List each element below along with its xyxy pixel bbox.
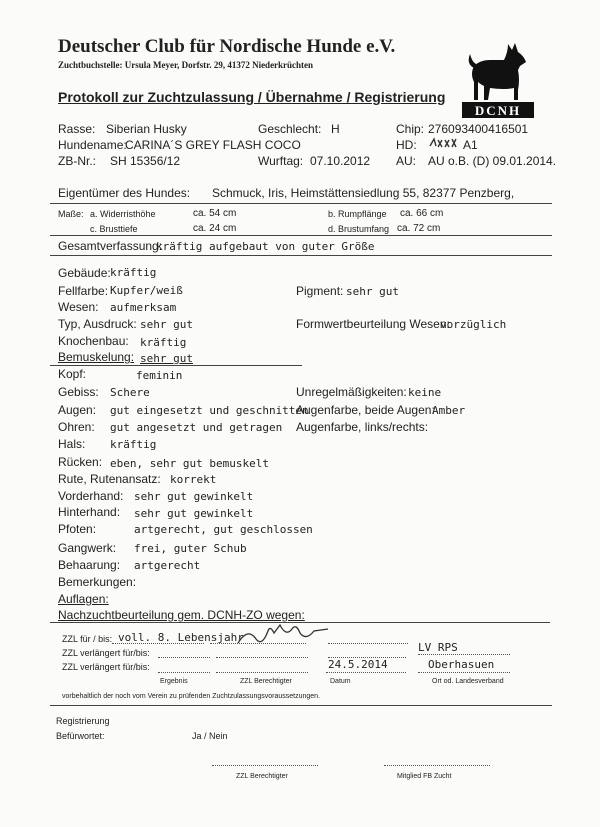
formwert-label: Formwertbeurteilung Wesen: [296,317,450,331]
rute-value: korrekt [170,473,217,486]
club-title: Deutscher Club für Nordische Hunde e.V. [58,36,396,57]
nachzucht-label: Nachzuchtbeurteilung gem. DCNH-ZO wegen: [58,608,305,622]
pigment-value: sehr gut [346,285,399,298]
ohren-value: gut angesetzt und getragen [110,421,283,434]
protocol-title: Protokoll zur Zuchtzulassung / Übernahme / Registrierung [58,89,446,105]
unregelmaessigkeiten-value: keine [408,386,442,399]
hd-strikeout-mark [428,136,462,150]
gangwerk-label: Gangwerk: [58,541,117,555]
augen-value: gut eingesetzt und geschnitten [110,404,309,417]
pfoten-value: artgerecht, gut geschlossen [134,523,313,536]
hd-value: A1 [463,138,478,152]
augen-label: Augen: [58,403,97,417]
dog-silhouette-icon [469,43,526,100]
ruecken-value: eben, sehr gut bemuskelt [110,457,269,470]
chip-value: 276093400416501 [428,122,529,136]
kopf-value: feminin [136,369,183,382]
datum-value: 24.5.2014 [328,658,388,671]
ort-value: Oberhasuen [428,658,495,671]
owner-label: Eigentümer des Hundes: [58,186,191,200]
geschlecht-label: Geschlecht: [258,122,322,136]
gebaeude-value: kräftig [110,266,157,279]
befuerwortet-label: Befürwortet: [56,731,105,741]
col-ergebnis: Ergebnis [160,678,188,685]
dotted-line [158,657,210,658]
dcnh-logo [460,38,536,120]
pfoten-label: Pfoten: [58,522,97,536]
formwert-value: vorzüglich [440,318,507,331]
gebiss-label: Gebiss: [58,385,99,399]
measure-a-label: a. Widerristhöhe [90,209,156,219]
augenfarbe-value: Amber [432,404,466,417]
dotted-line [216,657,308,658]
logo-text: DCNH [474,103,522,118]
behaarung-value: artgerecht [134,559,201,572]
wesen-label: Wesen: [58,300,99,314]
pigment-label: Pigment: [296,284,344,298]
measure-c-label: c. Brusttiefe [90,224,138,234]
sig1-label: ZZL Berechtigter [236,773,288,780]
vorderhand-label: Vorderhand: [58,489,124,503]
divider [50,705,552,706]
divider [50,365,302,366]
rasse-value: Siberian Husky [106,122,187,136]
masse-label: Maße: [58,209,84,219]
hals-label: Hals: [58,437,86,451]
col-berechtigter: ZZL Berechtigter [240,678,292,685]
hundename-label: Hundename: [58,138,127,152]
gesamt-label: Gesamtverfassung: [58,239,163,253]
measure-c-value: ca. 24 cm [193,223,237,234]
dotted-line [328,643,408,644]
gangwerk-value: frei, guter Schub [134,542,247,555]
col-datum: Datum [330,678,351,685]
zzl-row3-label: ZZL verlängert für/bis: [62,662,150,672]
typ-value: sehr gut [140,318,193,331]
au-value: AU o.B. (D) 09.01.2014. [428,154,557,168]
vorderhand-value: sehr gut gewinkelt [134,490,254,503]
ruecken-label: Rücken: [58,455,103,469]
hd-label: HD: [396,138,417,152]
signature-line [212,765,318,766]
bemerkungen-label: Bemerkungen: [58,575,137,589]
dotted-line [418,672,510,673]
hinterhand-label: Hinterhand: [58,505,121,519]
divider [50,255,552,256]
knochenbau-label: Knochenbau: [58,334,129,348]
dotted-line [216,672,308,673]
dotted-line [418,654,510,655]
wurftag-value: 07.10.2012 [310,154,371,168]
hinterhand-value: sehr gut gewinkelt [134,507,254,520]
geschlecht-value: H [331,122,340,136]
zb-label: ZB-Nr.: [58,154,96,168]
bemuskelung-value: sehr gut [140,352,193,365]
augenfarbe-lr-label: Augenfarbe, links/rechts: [296,420,429,434]
zzl-footnote: vorbehaltlich der noch vom Verein zu prüfenden Zuchtzulassungsvoraussetzungen. [62,693,320,700]
behaarung-label: Behaarung: [58,558,121,572]
divider [50,203,552,204]
au-label: AU: [396,154,417,168]
wurftag-label: Wurftag: [258,154,304,168]
unregelmaessigkeiten-label: Unregelmäßigkeiten: [296,385,407,399]
knochenbau-value: kräftig [140,336,187,349]
measure-d-label: d. Brustumfang [328,224,390,234]
lv-value: LV RPS [418,641,458,654]
zzl-row1-label: ZZL für / bis: [62,634,113,644]
gebiss-value: Schere [110,386,150,399]
chip-label: Chip: [396,122,425,136]
fellfarbe-value: Kupfer/weiß [110,284,183,297]
gebaeude-label: Gebäude: [58,266,111,280]
gesamt-value: kräftig aufgebaut von guter Größe [156,240,375,253]
owner-value: Schmuck, Iris, Heimstättensiedlung 55, 82377 Penzberg, [212,186,515,200]
zzl-row2-label: ZZL verlängert für/bis: [62,648,150,658]
typ-label: Typ, Ausdruck: [58,317,137,331]
hundename-value: CARINA´S GREY FLASH COCO [125,138,301,152]
sig2-label: Mitglied FB Zucht [397,773,452,780]
zzl-row1-value: voll. 8. Lebensjahr [118,631,244,644]
augenfarbe-label: Augenfarbe, beide Augen: [296,403,435,417]
auflagen-label: Auflagen: [58,592,109,606]
dotted-line [112,643,204,644]
dotted-line [158,672,210,673]
measure-b-label: b. Rumpflänge [328,209,387,219]
signature-scribble [234,619,334,649]
wesen-value: aufmerksam [110,301,177,314]
ohren-label: Ohren: [58,420,95,434]
fellfarbe-label: Fellfarbe: [58,284,109,298]
dotted-line [326,672,406,673]
measure-b-value: ca. 66 cm [400,208,444,219]
measure-a-value: ca. 54 cm [193,208,237,219]
divider [50,235,552,236]
zb-value: SH 15356/12 [110,154,181,168]
club-subtitle: Zuchtbuchstelle: Ursula Meyer, Dorfstr. 29, 41372 Niederkrüchten [58,60,314,70]
ja-nein: Ja / Nein [192,731,228,741]
registrierung-title: Registrierung [56,716,110,726]
bemuskelung-label: Bemuskelung: [58,350,135,364]
hals-value: kräftig [110,438,157,451]
measure-d-value: ca. 72 cm [397,223,441,234]
signature-line [384,765,490,766]
rasse-label: Rasse: [58,122,96,136]
rute-label: Rute, Rutenansatz: [58,472,161,486]
col-ort: Ort od. Landesverband [432,678,504,685]
kopf-label: Kopf: [58,367,87,381]
